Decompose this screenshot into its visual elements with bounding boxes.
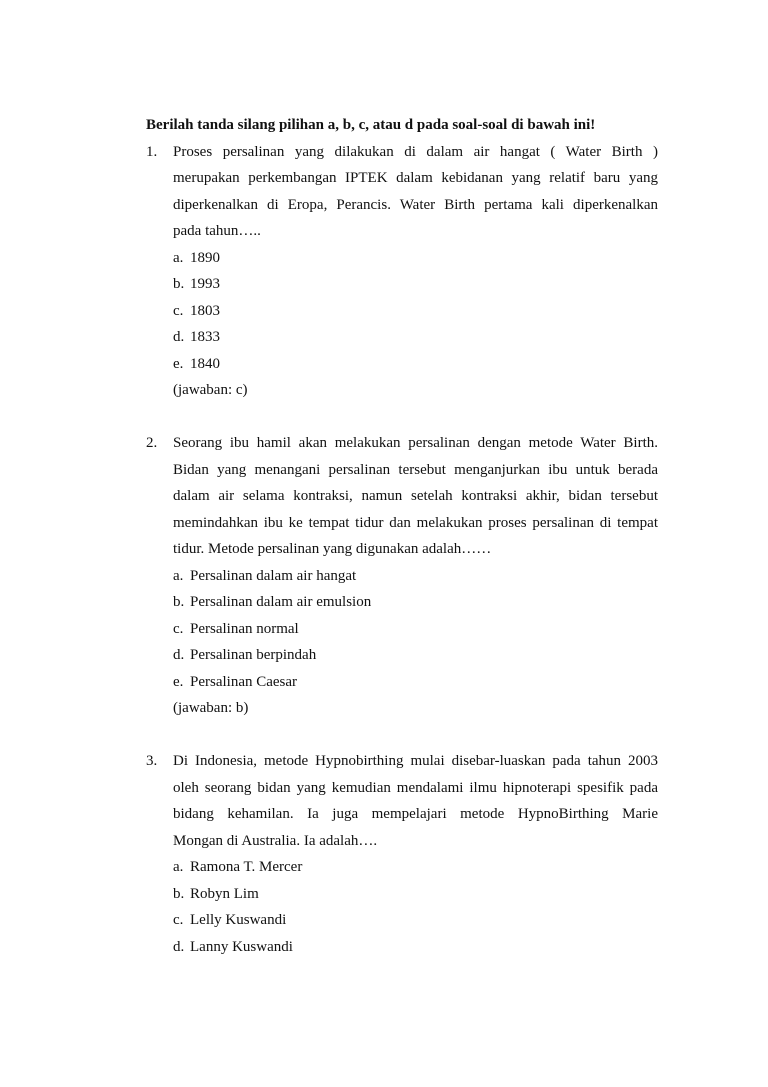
question-text-line: bidang kehamilan. Ia juga mempelajari metode HypnoBirthing Marie bbox=[173, 806, 658, 822]
option-letter: e. bbox=[173, 355, 184, 372]
answer-option bbox=[173, 245, 658, 272]
question-text-line: diperkenalkan di Eropa, Perancis. Water Birth pertama kali diperkenalkan bbox=[173, 196, 658, 213]
answer-key: (jawaban: c) bbox=[173, 382, 248, 398]
question-2 bbox=[146, 430, 658, 722]
document-page bbox=[146, 112, 658, 960]
option-letter: c. bbox=[173, 302, 184, 319]
question-text-line: dalam air selama kontraksi, namun setelah kontraksi akhir, bidan tersebut bbox=[173, 488, 658, 504]
option-text: Robyn Lim bbox=[190, 885, 259, 902]
instruction-heading: Berilah tanda silang pilihan a, b, c, atau d pada soal-soal di bawah ini! bbox=[146, 117, 596, 133]
answer-option bbox=[173, 616, 658, 643]
option-text: Persalinan normal bbox=[190, 620, 299, 637]
option-text: Ramona T. Mercer bbox=[190, 859, 303, 875]
option-text: Persalinan dalam air emulsion bbox=[190, 594, 372, 610]
option-text: Lanny Kuswandi bbox=[190, 938, 293, 955]
question-list bbox=[146, 139, 658, 961]
spacer bbox=[146, 722, 658, 749]
option-text: 1803 bbox=[190, 302, 220, 319]
option-letter: a. bbox=[173, 567, 184, 584]
question-text-line: Bidan yang menangani persalinan tersebut menganjurkan ibu untuk berada bbox=[173, 461, 658, 478]
option-letter: b. bbox=[173, 594, 185, 610]
answer-option bbox=[173, 351, 658, 378]
answer-option bbox=[173, 271, 658, 298]
question-text-line: tidur. Metode persalinan yang digunakan adalah…… bbox=[173, 541, 492, 557]
question-text-line: merupakan perkembangan IPTEK dalam kebidanan yang relatif baru yang bbox=[173, 170, 658, 186]
option-text: Persalinan berpindah bbox=[190, 647, 317, 663]
answer-option bbox=[173, 881, 658, 908]
option-text: 1840 bbox=[190, 355, 220, 372]
spacer bbox=[146, 404, 658, 431]
option-text: Persalinan Caesar bbox=[190, 673, 298, 690]
answer-option bbox=[173, 934, 658, 961]
question-text-line: oleh seorang bidan yang kemudian mendalami ilmu hipnoterapi spesifik pada bbox=[173, 779, 658, 796]
option-letter: c. bbox=[173, 620, 184, 637]
answer-option bbox=[173, 854, 658, 881]
option-letter: a. bbox=[173, 859, 184, 875]
option-letter: a. bbox=[173, 249, 184, 266]
option-letter: b. bbox=[173, 276, 185, 292]
answer-option bbox=[173, 324, 658, 351]
question-text-line: Proses persalinan yang dilakukan di dalam air hangat ( Water Birth ) bbox=[173, 143, 658, 160]
question-text-line: Seorang ibu hamil akan melakukan persalinan dengan metode Water Birth. bbox=[173, 435, 658, 451]
question-text-line: pada tahun….. bbox=[173, 223, 261, 239]
question-3 bbox=[146, 748, 658, 960]
question-1 bbox=[146, 139, 658, 404]
option-letter: d. bbox=[173, 329, 185, 345]
question-number: 1. bbox=[146, 143, 158, 160]
question-text-line: memindahkan ibu ke tempat tidur dan melakukan proses persalinan di tempat bbox=[173, 514, 658, 531]
answer-option bbox=[173, 669, 658, 696]
option-text: Persalinan dalam air hangat bbox=[190, 567, 357, 584]
option-letter: b. bbox=[173, 885, 185, 902]
option-text: 1890 bbox=[190, 249, 220, 266]
answer-option bbox=[173, 589, 658, 616]
answer-option bbox=[173, 298, 658, 325]
option-text: 1993 bbox=[190, 276, 220, 292]
question-number: 3. bbox=[146, 753, 158, 769]
option-letter: c. bbox=[173, 912, 184, 928]
option-letter: d. bbox=[173, 938, 185, 955]
answer-option bbox=[173, 907, 658, 934]
option-text: Lelly Kuswandi bbox=[190, 912, 287, 928]
option-letter: e. bbox=[173, 673, 184, 690]
answer-option bbox=[173, 563, 658, 590]
question-number: 2. bbox=[146, 435, 158, 451]
question-text-line: Mongan di Australia. Ia adalah…. bbox=[173, 832, 378, 849]
answer-key: (jawaban: b) bbox=[173, 700, 249, 716]
option-letter: d. bbox=[173, 647, 185, 663]
answer-option bbox=[173, 642, 658, 669]
question-text-line: Di Indonesia, metode Hypnobirthing mulai disebar-luaskan pada tahun 2003 bbox=[173, 753, 658, 769]
option-text: 1833 bbox=[190, 329, 220, 345]
